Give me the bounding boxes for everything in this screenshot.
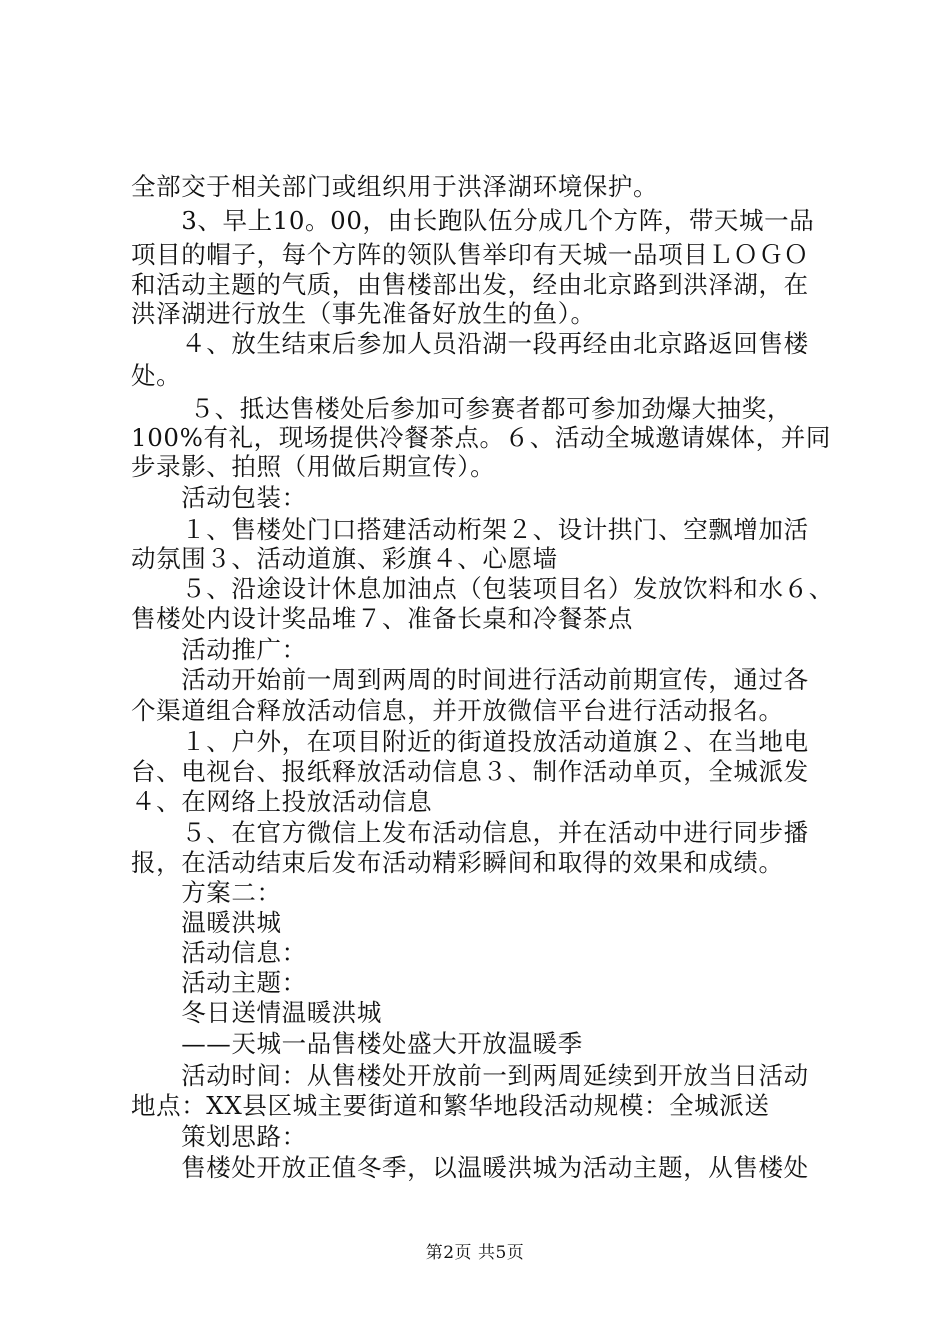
text-line: 台、电视台、报纸释放活动信息３、制作活动单页，全城派发	[131, 757, 809, 786]
text-line: 处。	[131, 361, 182, 390]
text-line: 和活动主题的气质，由售楼部出发，经由北京路到洪泽湖，在	[131, 270, 809, 299]
text-line: 全部交于相关部门或组织用于洪泽湖环境保护。	[131, 172, 659, 201]
text-line: 冬日送情温暖洪城	[131, 998, 382, 1027]
text-line: 步录影、拍照（用做后期宣传）。	[131, 452, 496, 481]
text-line: 温暖洪城	[131, 908, 282, 937]
text-line: 活动开始前一周到两周的时间进行活动前期宣传，通过各	[131, 665, 809, 694]
text-line: 100%有礼，现场提供冷餐茶点。６、活动全城邀请媒体，并同	[131, 423, 831, 452]
section-heading: 活动信息：	[131, 938, 307, 967]
page-number-footer: 第2页 共5页	[425, 1243, 525, 1263]
section-heading: 策划思路：	[131, 1122, 307, 1151]
text-line: 3、早上10。00，由长跑队伍分成几个方阵，带天城一品	[131, 206, 815, 235]
text-line: 个渠道组合释放活动信息，并开放微信平台进行活动报名。	[131, 696, 784, 725]
text-line: 活动时间：从售楼处开放前一到两周延续到开放当日活动	[131, 1061, 809, 1090]
text-line: ——天城一品售楼处盛大开放温暖季	[131, 1029, 583, 1058]
text-line: 项目的帽子，每个方阵的领队售举印有天城一品项目ＬＯＧＯ	[131, 240, 809, 269]
text-line: ５、在官方微信上发布活动信息，并在活动中进行同步播	[131, 818, 809, 847]
text-line: 报，在活动结束后发布活动精彩瞬间和取得的效果和成绩。	[131, 848, 784, 877]
text-line: ４、在网络上投放活动信息	[131, 787, 433, 816]
text-line: １、户外，在项目附近的街道投放活动道旗２、在当地电	[131, 727, 809, 756]
text-line: 售楼处开放正值冬季，以温暖洪城为活动主题，从售楼处	[131, 1153, 809, 1182]
text-line: 洪泽湖进行放生（事先准备好放生的鱼）。	[131, 299, 596, 328]
text-line: 地点：XX县区城主要街道和繁华地段活动规模：全城派送	[131, 1091, 770, 1120]
section-heading: 活动推广：	[131, 635, 307, 664]
text-line: ５、沿途设计休息加油点（包装项目名）发放饮料和水６、	[131, 574, 834, 603]
text-line: ４、放生结束后参加人员沿湖一段再经由北京路返回售楼	[131, 329, 809, 358]
text-line: １、售楼处门口搭建活动桁架２、设计拱门、空飘增加活	[131, 515, 809, 544]
text-line: 动氛围３、活动道旗、彩旗４、心愿墙	[131, 544, 558, 573]
text-line: 售楼处内设计奖品堆７、准备长桌和冷餐茶点	[131, 604, 633, 633]
section-heading: 活动主题：	[131, 968, 307, 997]
text-line: ５、抵达售楼处后参加可参赛者都可参加劲爆大抽奖，	[131, 394, 792, 423]
section-heading: 活动包装：	[131, 483, 307, 512]
section-heading: 方案二：	[131, 878, 282, 907]
